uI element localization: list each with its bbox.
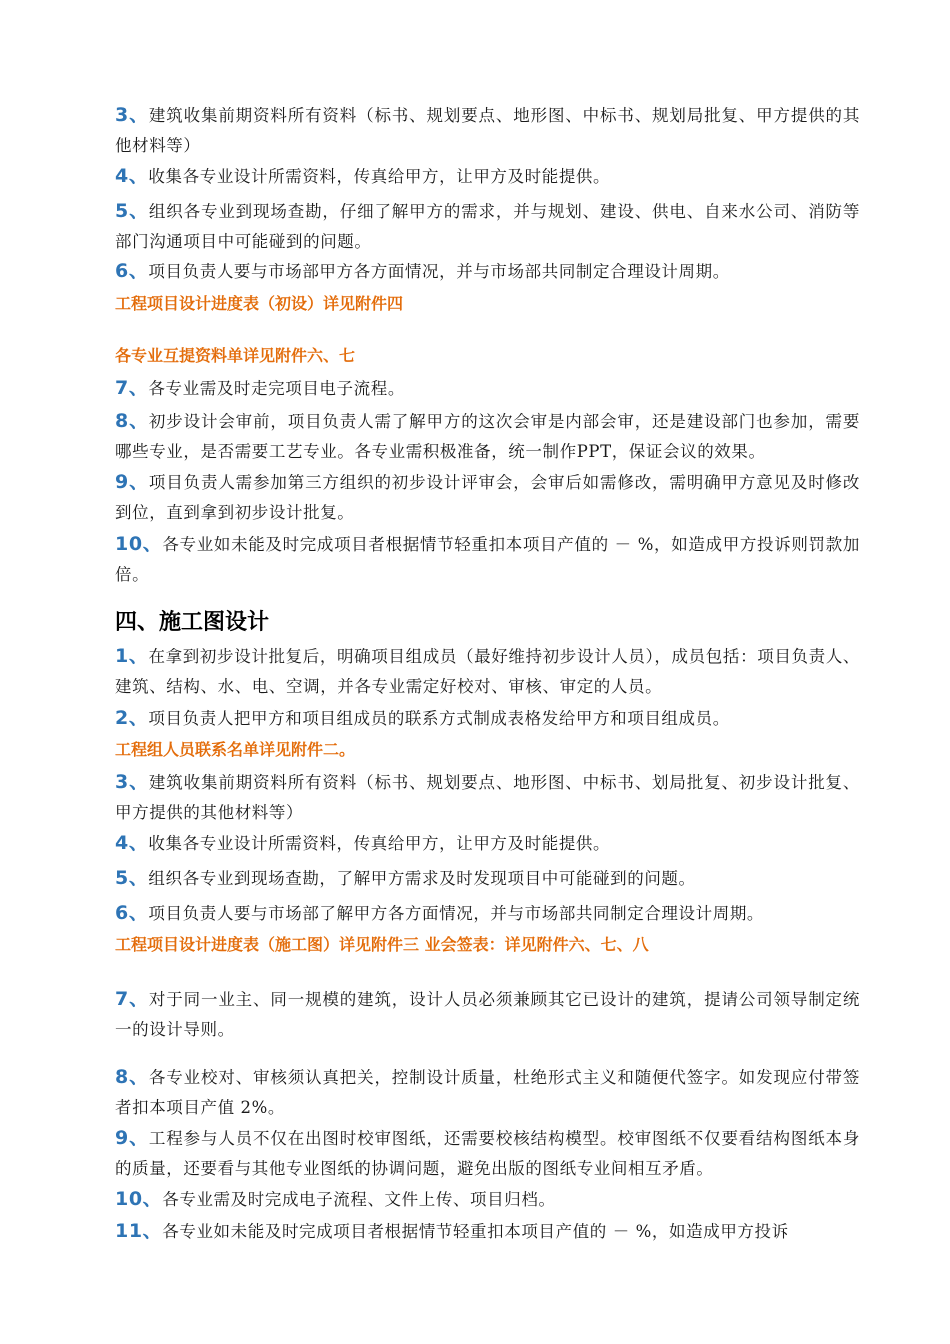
item-number: 5、 (115, 867, 149, 889)
item-text: 组织各专业到现场查勘，仔细了解甲方的需求，并与规划、建设、供电、自来水公司、消防等部门沟通项目中可能碰到的问题。 (115, 202, 860, 251)
item-text: 项目负责人要与市场部甲方各方面情况，并与市场部共同制定合理设计周期。 (148, 262, 730, 281)
list-item (115, 1184, 860, 1215)
item-number: 8、 (115, 1066, 149, 1088)
item-number: 10、 (115, 533, 163, 555)
item-text: 在拿到初步设计批复后，明确项目组成员（最好维持初步设计人员），成员包括：项目负责人、建筑、结构、水、电、空调，并各专业需定好校对、审核、审定的人员。 (115, 647, 860, 696)
attachment-note: 工程项目设计进度表（初设）详见附件四 (115, 294, 404, 313)
item-number: 9、 (115, 1127, 149, 1149)
list-item (115, 898, 860, 929)
item-number: 10、 (115, 1188, 163, 1210)
item-number: 6、 (115, 902, 149, 924)
item-text: 各专业需及时走完项目电子流程。 (148, 379, 405, 398)
attachment-note: 各专业互提资料单详见附件六、七 (115, 346, 356, 365)
item-number: 7、 (115, 377, 149, 399)
list-item (115, 641, 860, 702)
item-number: 2、 (115, 707, 149, 729)
list-item (115, 161, 860, 192)
list-item (115, 703, 860, 734)
item-number: 3、 (115, 104, 149, 126)
item-text: 各专业如未能及时完成项目者根据情节轻重扣本项目产值的 － %，如造成甲方投诉 (162, 1222, 789, 1241)
list-item (115, 1216, 860, 1247)
list-item (115, 196, 860, 257)
list-item (115, 529, 860, 590)
item-text: 收集各专业设计所需资料，传真给甲方，让甲方及时能提供。 (148, 834, 611, 853)
list-item (115, 256, 860, 287)
list-item (115, 406, 860, 467)
item-number: 7、 (115, 988, 149, 1010)
item-text: 项目负责人把甲方和项目组成员的联系方式制成表格发给甲方和项目组成员。 (148, 709, 730, 728)
item-text: 组织各专业到现场查勘，了解甲方需求及时发现项目中可能碰到的问题。 (148, 869, 696, 888)
item-number: 1、 (115, 645, 149, 667)
list-item (115, 984, 860, 1045)
item-text: 初步设计会审前，项目负责人需了解甲方的这次会审是内部会审，还是建设部门也参加，需要哪些专业，是否需要工艺专业。各专业需积极准备，统一制作PPT，保证会议的效果。 (115, 412, 860, 461)
item-number: 5、 (115, 200, 149, 222)
item-text: 对于同一业主、同一规模的建筑，设计人员必须兼顾其它已设计的建筑，提请公司领导制定统一的设计导则。 (115, 990, 860, 1039)
item-text: 项目负责人需参加第三方组织的初步设计评审会，会审后如需修改，需明确甲方意见及时修改到位，直到拿到初步设计批复。 (115, 473, 860, 522)
list-item (115, 767, 860, 828)
item-number: 9、 (115, 471, 149, 493)
item-text: 各专业需及时完成电子流程、文件上传、项目归档。 (162, 1190, 556, 1209)
list-item (115, 828, 860, 859)
item-number: 4、 (115, 165, 149, 187)
item-text: 各专业如未能及时完成项目者根据情节轻重扣本项目产值的 － %，如造成甲方投诉则罚款加倍。 (115, 535, 860, 584)
list-item (115, 863, 860, 894)
item-number: 3、 (115, 771, 149, 793)
item-text: 建筑收集前期资料所有资料（标书、规划要点、地形图、中标书、规划局批复、甲方提供的其他材料等） (115, 106, 860, 155)
item-number: 8、 (115, 410, 149, 432)
attachment-note: 工程组人员联系名单详见附件二。 (115, 740, 356, 759)
list-item (115, 100, 860, 161)
list-item (115, 467, 860, 528)
item-text: 工程参与人员不仅在出图时校审图纸，还需要校核结构模型。校审图纸不仅要看结构图纸本身的质量，还要看与其他专业图纸的协调问题，避免出版的图纸专业间相互矛盾。 (115, 1129, 860, 1178)
section-heading: 四、施工图设计 (115, 610, 270, 635)
item-number: 4、 (115, 832, 149, 854)
item-text: 收集各专业设计所需资料，传真给甲方，让甲方及时能提供。 (148, 167, 611, 186)
item-text: 建筑收集前期资料所有资料（标书、规划要点、地形图、中标书、划局批复、初步设计批复、甲方提供的其他材料等） (115, 773, 860, 822)
item-number: 11、 (115, 1220, 163, 1242)
attachment-note: 工程项目设计进度表（施工图）详见附件三 业会签表：详见附件六、七、八 (115, 935, 649, 954)
list-item (115, 373, 860, 404)
item-text: 各专业校对、审核须认真把关，控制设计质量，杜绝形式主义和随便代签字。如发现应付带签者扣本项目产值 2%。 (115, 1068, 860, 1117)
item-text: 项目负责人要与市场部了解甲方各方面情况，并与市场部共同制定合理设计周期。 (148, 904, 765, 923)
list-item (115, 1062, 860, 1123)
item-number: 6、 (115, 260, 149, 282)
list-item (115, 1123, 860, 1184)
